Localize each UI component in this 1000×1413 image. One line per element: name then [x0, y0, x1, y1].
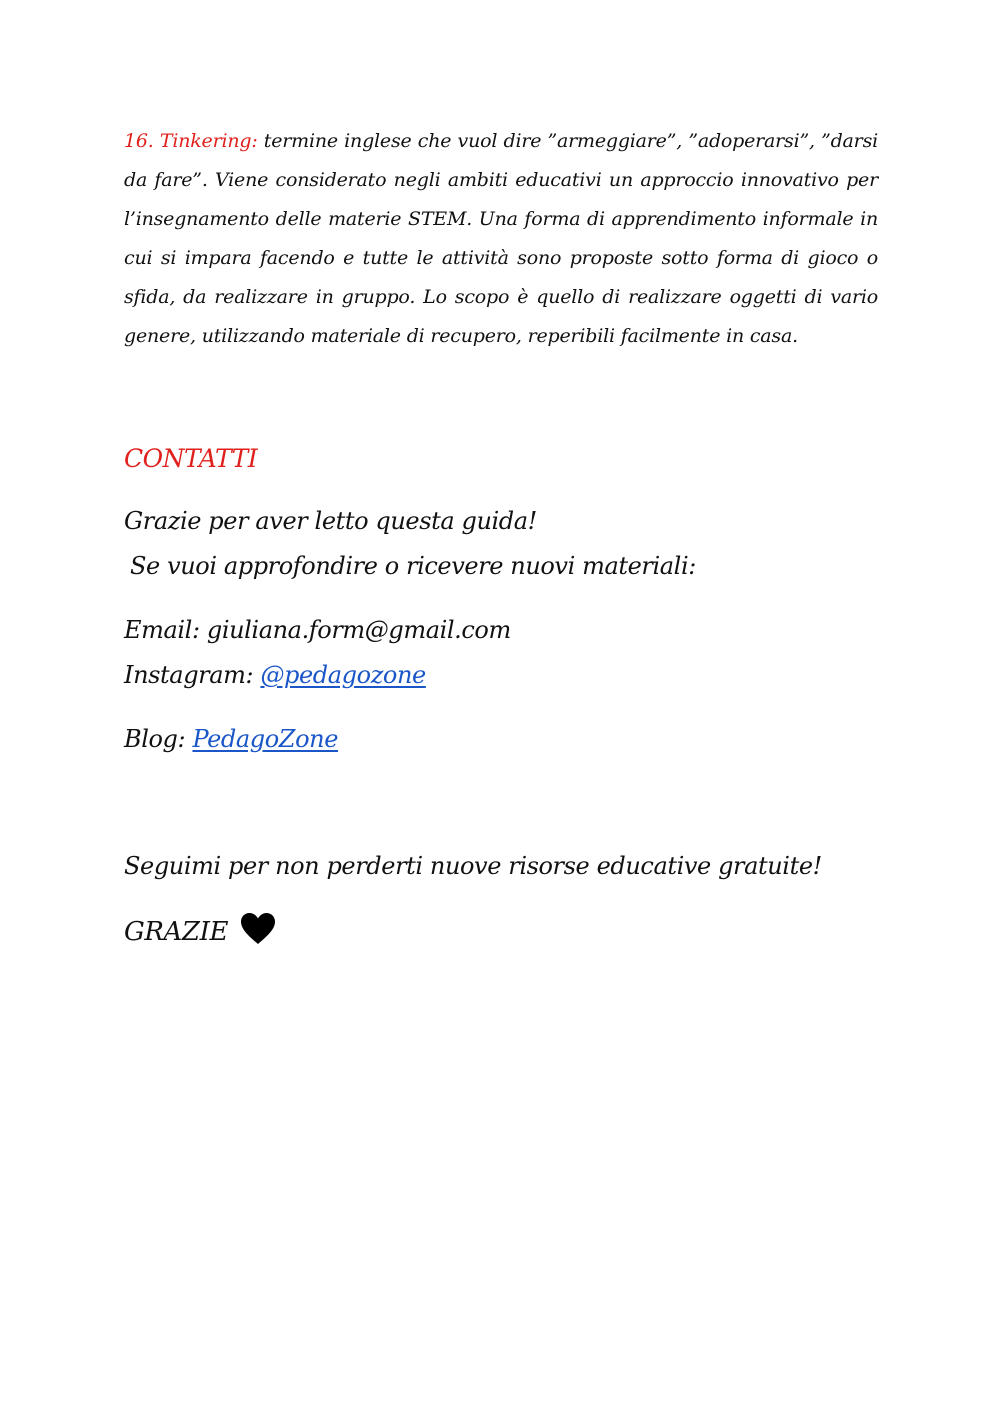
- contacts-heading: CONTATTI: [124, 444, 258, 473]
- instagram-line: [124, 661, 426, 689]
- instagram-link[interactable]: @pedagozone: [260, 661, 426, 689]
- blog-label: Blog:: [124, 725, 186, 753]
- email-value: giuliana.form@gmail.com: [206, 616, 511, 644]
- blog-link[interactable]: PedagoZone: [192, 725, 338, 753]
- definition-text: termine inglese che vuol dire ”armeggiare”, ”adoperarsi”, ”darsi da fare”. Viene considerato negli ambiti educativi un approccio innovativo per l’insegnamento delle materie STEM. Una forma di apprendimento informale in cui si impara facendo e tutte le attività sono proposte sotto forma di gioco o sfida, da realizzare in gruppo. Lo scopo è quello di realizzare oggetti di vario genere, utilizzando materiale di recupero, reperibili facilmente in casa.: [124, 130, 878, 347]
- instagram-label: Instagram:: [124, 661, 254, 689]
- tinkering-definition: [124, 122, 878, 356]
- definition-label: 16. Tinkering:: [124, 130, 258, 152]
- blog-line: [124, 725, 338, 753]
- heart-icon: [240, 912, 276, 946]
- closing-line: [124, 912, 276, 947]
- closing-text: GRAZIE: [124, 917, 229, 947]
- more-materials-line: Se vuoi approfondire o ricevere nuovi materiali:: [130, 552, 696, 580]
- follow-line: Seguimi per non perderti nuove risorse educative gratuite!: [124, 852, 822, 880]
- thanks-line: Grazie per aver letto questa guida!: [124, 507, 537, 535]
- email-line: [124, 616, 511, 644]
- email-label: Email:: [124, 616, 200, 644]
